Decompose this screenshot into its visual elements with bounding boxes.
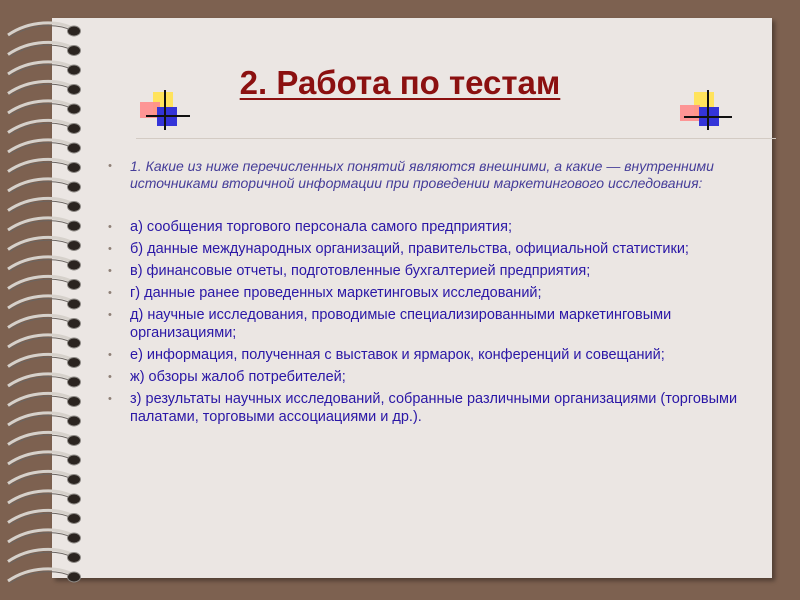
binding-hole [68,202,81,212]
binding-coil [8,354,74,366]
binding-hole [68,358,81,368]
binding-coil [8,510,74,522]
binding-hole [68,377,81,387]
binding-hole [68,241,81,251]
binding-coil [8,432,74,444]
answer-text: ж) обзоры жалоб потребителей; [130,369,346,385]
binding-hole [68,46,81,56]
binding-coil [8,120,74,132]
bullet-icon: • [108,265,112,277]
bullet-icon: • [108,221,112,233]
binding-hole [68,572,81,582]
binding-coil [8,257,74,269]
binding-coil [8,101,74,113]
question-item [108,158,748,192]
binding-coil [8,452,74,464]
answer-text: г) данные ранее проведенных маркетинговых исследований; [130,285,542,301]
answer-text: з) результаты научных исследований, собранные различными организациями (торговыми палатами, торговыми ассоциациями и др.). [130,391,738,425]
binding-coil [8,315,74,327]
binding-coil [8,296,74,308]
binding-coil [8,237,74,249]
binding-hole [68,104,81,114]
binding-coil [8,549,74,561]
binding-coil [8,393,74,405]
binding-hole [68,143,81,153]
binding-coil [8,218,74,230]
binding-coil [8,374,74,386]
bullet-icon: • [108,243,112,255]
answer-list [108,218,748,426]
binding-coil [8,491,74,503]
binding-hole [68,533,81,543]
answer-text: а) сообщения торгового персонала самого предприятия; [130,219,512,235]
binding-coil [8,413,74,425]
binding-hole [68,514,81,524]
answer-item [108,284,748,302]
slide-content [108,158,748,430]
title-divider [136,138,776,139]
binding-hole [68,494,81,504]
bullet-icon: • [108,393,112,405]
color-squares-icon [676,88,736,134]
binding-coil [8,530,74,542]
binding-hole [68,319,81,329]
binding-hole [68,260,81,270]
answer-item [108,306,748,342]
answer-item [108,218,748,236]
answer-item [108,240,748,258]
bullet-icon: • [108,371,112,383]
binding-coil [8,335,74,347]
question-text: 1. Какие из ниже перечисленных понятий являются внешними, а какие — внутренними источниками вторичной информации при проведении маркетингового исследования: [130,158,714,191]
binding-coil [8,140,74,152]
binding-coil [8,198,74,210]
binding-hole [68,553,81,563]
bullet-icon: • [108,349,112,361]
slide-title: 2. Работа по тестам [239,64,561,101]
answer-text: е) информация, полученная с выставок и ярмарок, конференций и совещаний; [130,347,665,363]
binding-hole [68,26,81,36]
binding-coil [8,159,74,171]
bullet-icon: • [108,287,112,299]
answer-item [108,368,748,386]
binding-hole [68,182,81,192]
answer-item [108,346,748,364]
binding-coil [8,276,74,288]
answer-text: б) данные международных организаций, правительства, официальной статистики; [130,241,689,257]
binding-hole [68,397,81,407]
binding-hole [68,416,81,426]
answer-item [108,262,748,280]
binding-hole [68,221,81,231]
binding-hole [68,124,81,134]
binding-hole [68,338,81,348]
binding-hole [68,299,81,309]
binding-hole [68,475,81,485]
binding-hole [68,455,81,465]
answer-text: д) научные исследования, проводимые специализированными маркетинговыми организациями; [130,307,672,341]
binding-coil [8,569,74,581]
binding-coil [8,42,74,54]
binding-coil [8,23,74,35]
color-squares-icon [140,88,192,134]
bullet-icon: • [108,160,112,172]
bullet-icon: • [108,309,112,321]
binding-hole [68,163,81,173]
binding-hole [68,436,81,446]
binding-coil [8,179,74,191]
binding-coil [8,471,74,483]
answer-text: в) финансовые отчеты, подготовленные бухгалтерией предприятия; [130,263,591,279]
answer-item [108,390,748,426]
binding-hole [68,280,81,290]
